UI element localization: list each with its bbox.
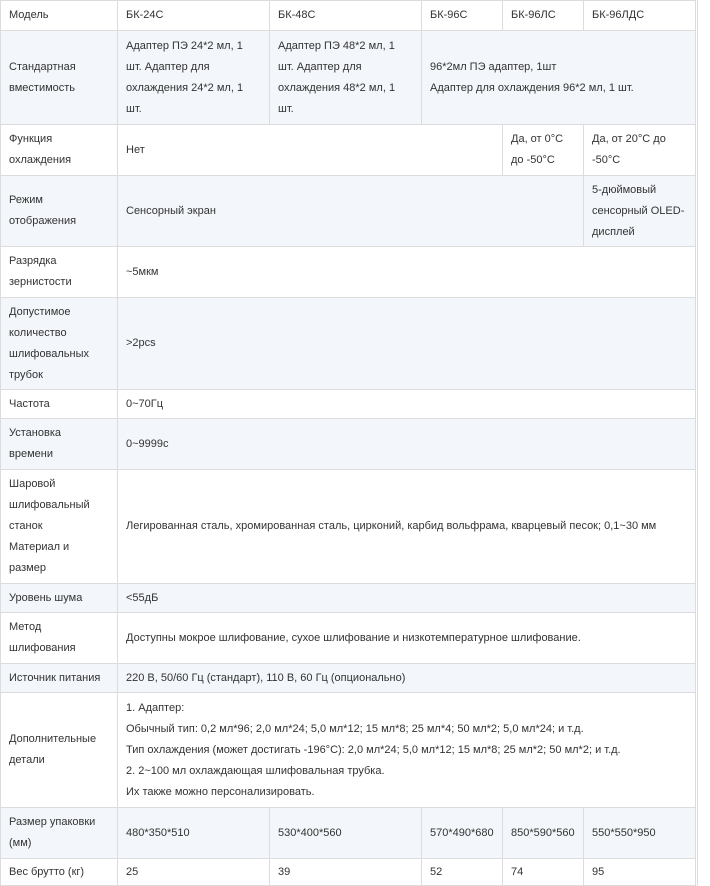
- header-bk24c: БК-24С: [118, 1, 270, 31]
- header-row: [1, 1, 696, 31]
- package-bk48c: 530*400*560: [270, 808, 422, 859]
- weight-bk96lc: 74: [503, 859, 584, 886]
- row-details: [1, 693, 696, 808]
- capacity-bk24c: Адаптер ПЭ 24*2 мл, 1 шт. Адаптер для охлаждения 24*2 мл, 1 шт.: [118, 31, 270, 125]
- frequency-value: 0~70Гц: [118, 390, 696, 419]
- display-touch: Сенсорный экран: [118, 176, 584, 247]
- row-label: Метод шлифования: [1, 613, 118, 664]
- header-model: Модель: [1, 1, 118, 31]
- row-method: [1, 613, 696, 664]
- capacity-bk48c: Адаптер ПЭ 48*2 мл, 1 шт. Адаптер для охлаждения 48*2 мл, 1 шт.: [270, 31, 422, 125]
- details-value: 1. Адаптер: Обычный тип: 0,2 мл*96; 2,0 мл*24; 5,0 мл*12; 15 мл*8; 25 мл*4; 50 мл*2; 5,0 мл*24; и т.д. Тип охлаждения (может достигать -196°C): 2,0 мл*24; 5,0 мл*12; 15 мл*8; 25 мл*2; 50 мл*2; и т.д. 2. 2~100 мл охлаждающая шлифовальная трубка. Их также можно персонализировать.: [118, 693, 696, 808]
- row-cooling: [1, 125, 696, 176]
- row-material: [1, 470, 696, 584]
- weight-bk48c: 39: [270, 859, 422, 886]
- row-noise: [1, 584, 696, 613]
- weight-bk24c: 25: [118, 859, 270, 886]
- display-bk96ldc: 5-дюймовый сенсорный OLED- дисплей: [584, 176, 696, 247]
- method-value: Доступны мокрое шлифование, сухое шлифование и низкотемпературное шлифование.: [118, 613, 696, 664]
- row-label: Частота: [1, 390, 118, 419]
- right-border: [697, 0, 698, 886]
- row-time: [1, 419, 696, 470]
- weight-bk96ldc: 95: [584, 859, 696, 886]
- row-label: Функция охлаждения: [1, 125, 118, 176]
- row-label: Допустимое количество шлифовальных трубок: [1, 298, 118, 390]
- row-label: Дополнительные детали: [1, 693, 118, 808]
- cooling-none: Нет: [118, 125, 503, 176]
- package-bk96lc: 850*590*560: [503, 808, 584, 859]
- header-bk96c: БК-96С: [422, 1, 503, 31]
- row-label: Разрядка зернистости: [1, 247, 118, 298]
- row-granularity: [1, 247, 696, 298]
- material-value: Легированная сталь, хромированная сталь, цирконий, карбид вольфрама, кварцевый песок; 0,1~30 мм: [118, 470, 696, 584]
- header-bk96ldc: БК-96ЛДС: [584, 1, 696, 31]
- row-frequency: [1, 390, 696, 419]
- row-label: Шаровой шлифовальный станок Материал и размер: [1, 470, 118, 584]
- cooling-bk96lc: Да, от 0°C до -50°C: [503, 125, 584, 176]
- row-label: Уровень шума: [1, 584, 118, 613]
- cooling-bk96ldc: Да, от 20°C до -50°C: [584, 125, 696, 176]
- row-weight: [1, 859, 696, 886]
- row-power: [1, 664, 696, 693]
- tubes-value: >2pcs: [118, 298, 696, 390]
- capacity-bk96: 96*2мл ПЭ адаптер, 1шт Адаптер для охлаждения 96*2 мл, 1 шт.: [422, 31, 696, 125]
- weight-bk96c: 52: [422, 859, 503, 886]
- granularity-value: ~5мкм: [118, 247, 696, 298]
- package-bk24c: 480*350*510: [118, 808, 270, 859]
- row-label: Стандартная вместимость: [1, 31, 118, 125]
- row-tubes: [1, 298, 696, 390]
- row-package: [1, 808, 696, 859]
- package-bk96ldc: 550*550*950: [584, 808, 696, 859]
- time-value: 0~9999с: [118, 419, 696, 470]
- row-label: Установка времени: [1, 419, 118, 470]
- package-bk96c: 570*490*680: [422, 808, 503, 859]
- power-value: 220 В, 50/60 Гц (стандарт), 110 В, 60 Гц (опционально): [118, 664, 696, 693]
- header-bk48c: БК-48С: [270, 1, 422, 31]
- noise-value: <55дБ: [118, 584, 696, 613]
- row-display: [1, 176, 696, 247]
- row-label: Режим отображения: [1, 176, 118, 247]
- row-label: Размер упаковки (мм): [1, 808, 118, 859]
- row-label: Вес брутто (кг): [1, 859, 118, 886]
- row-label: Источник питания: [1, 664, 118, 693]
- row-capacity: [1, 31, 696, 125]
- header-bk96lc: БК-96ЛС: [503, 1, 584, 31]
